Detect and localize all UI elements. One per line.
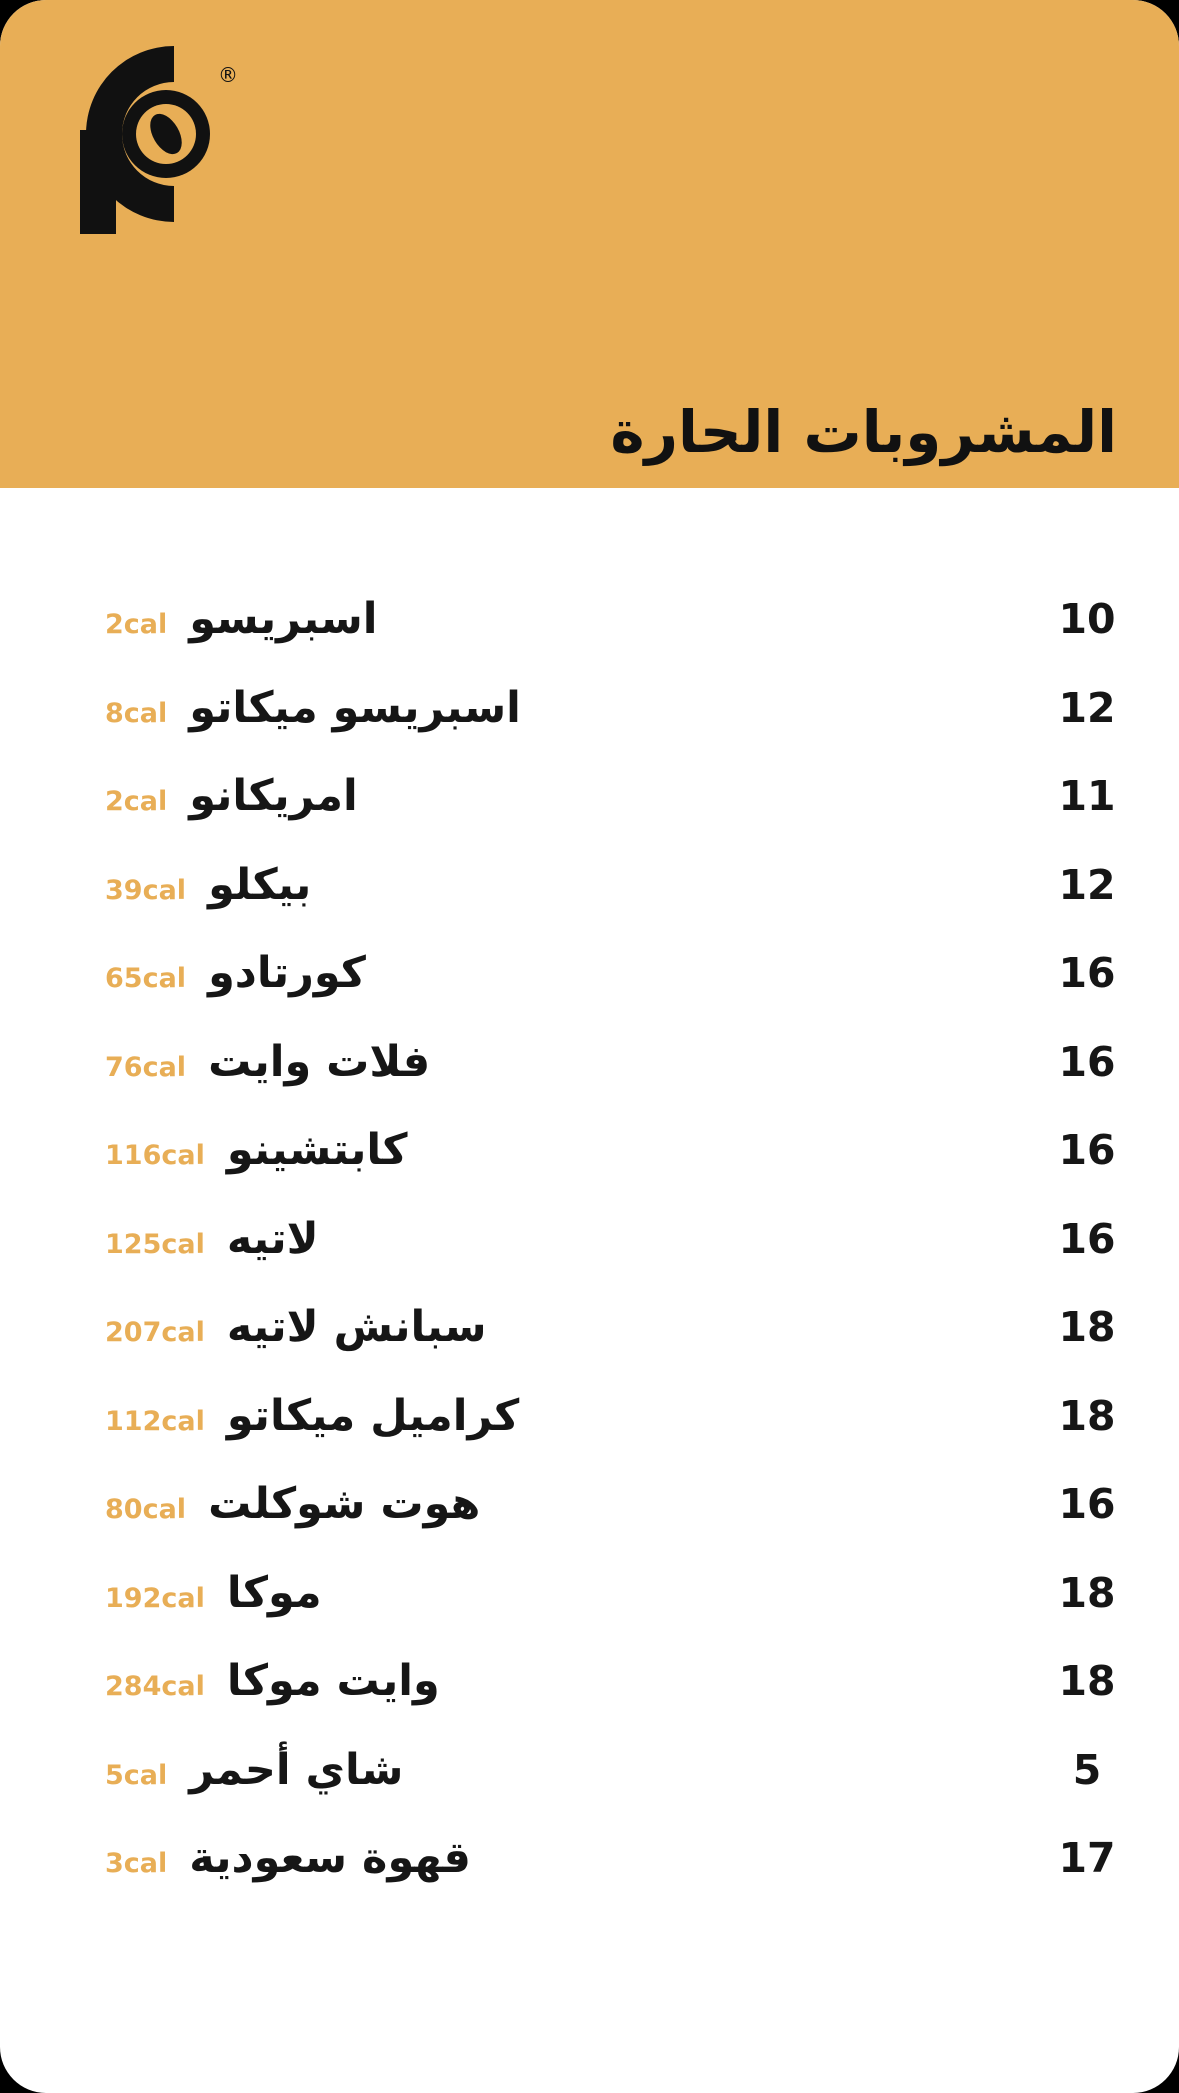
list-item — [0, 1656, 1179, 1749]
item-calories: 112cal — [105, 1405, 205, 1437]
item-calories: 5cal — [105, 1759, 168, 1791]
menu-items-list — [0, 488, 1179, 1926]
item-price: 18 — [1058, 1303, 1116, 1351]
item-info — [105, 771, 358, 821]
item-info — [105, 1656, 440, 1706]
item-calories: 192cal — [105, 1582, 205, 1614]
list-item — [0, 1213, 1179, 1307]
list-item — [0, 1036, 1179, 1130]
item-price: 18 — [1058, 1391, 1116, 1440]
svg-text:®: ® — [218, 63, 238, 87]
item-info — [105, 1479, 481, 1529]
item-info — [105, 1125, 408, 1175]
page-title: المشروبات الحارة — [610, 398, 1117, 466]
item-name: بيكلو — [208, 859, 312, 910]
item-name: قهوة سعودية — [189, 1833, 471, 1883]
item-calories: 116cal — [105, 1140, 205, 1171]
item-calories: 3cal — [105, 1848, 168, 1879]
item-calories: 65cal — [105, 963, 187, 994]
item-calories: 39cal — [105, 874, 187, 906]
item-info — [105, 948, 366, 998]
item-calories: 8cal — [105, 697, 168, 729]
item-info — [105, 1213, 319, 1264]
list-item — [0, 1567, 1179, 1661]
item-calories: 284cal — [105, 1671, 205, 1702]
item-calories: 80cal — [105, 1494, 187, 1525]
item-price: 5 — [1072, 1745, 1102, 1794]
list-item — [0, 948, 1179, 1041]
list-item — [0, 682, 1179, 776]
item-info — [105, 594, 378, 644]
item-info — [105, 859, 312, 910]
item-info — [105, 1567, 322, 1618]
item-price: 16 — [1058, 949, 1116, 997]
item-info — [105, 1833, 471, 1883]
item-name: وايت موكا — [226, 1656, 440, 1706]
pronto-coffee-logo-icon — [62, 40, 262, 240]
list-item — [0, 1479, 1179, 1572]
item-name: فلات وايت — [208, 1036, 431, 1087]
item-price: 17 — [1058, 1834, 1116, 1882]
item-price: 12 — [1058, 860, 1116, 909]
item-name: هوت شوكلت — [208, 1479, 481, 1529]
list-item — [0, 1390, 1179, 1484]
item-name: لاتيه — [226, 1213, 319, 1264]
list-item — [0, 771, 1179, 864]
item-price: 16 — [1058, 1037, 1116, 1086]
list-item — [0, 1125, 1179, 1218]
item-name: امريكانو — [189, 771, 358, 821]
item-info — [105, 1390, 520, 1441]
item-calories: 76cal — [105, 1051, 187, 1083]
item-name: اسبريسو — [189, 594, 378, 644]
list-item — [0, 859, 1179, 953]
item-calories: 2cal — [105, 786, 168, 817]
item-price: 12 — [1058, 683, 1116, 732]
item-price: 18 — [1058, 1657, 1116, 1705]
item-info — [105, 1036, 431, 1087]
item-name: اسبريسو ميكاتو — [189, 682, 521, 733]
item-info — [105, 682, 521, 733]
item-name: موكا — [226, 1567, 322, 1618]
list-item — [0, 1744, 1179, 1838]
item-name: كراميل ميكاتو — [226, 1390, 520, 1441]
item-info — [105, 1302, 487, 1352]
item-name: كابتشينو — [226, 1125, 408, 1175]
item-calories: 2cal — [105, 609, 168, 640]
item-price: 11 — [1058, 772, 1116, 820]
item-name: شاي أحمر — [189, 1744, 404, 1795]
menu-header — [0, 0, 1179, 488]
item-name: كورتادو — [208, 948, 366, 998]
item-price: 16 — [1058, 1480, 1116, 1528]
item-info — [105, 1744, 404, 1795]
item-name: سبانش لاتيه — [226, 1302, 487, 1352]
item-price: 10 — [1058, 595, 1116, 643]
list-item — [0, 594, 1179, 687]
item-price: 16 — [1058, 1214, 1116, 1263]
list-item — [0, 1833, 1179, 1926]
item-price: 18 — [1058, 1568, 1116, 1617]
item-calories: 207cal — [105, 1317, 205, 1348]
list-item — [0, 1302, 1179, 1395]
item-calories: 125cal — [105, 1228, 205, 1260]
item-price: 16 — [1058, 1126, 1116, 1174]
